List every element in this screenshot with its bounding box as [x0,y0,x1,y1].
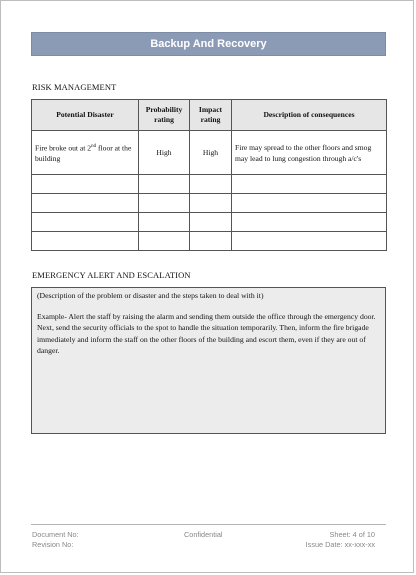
column-header-probability-rating: Probability rating [139,100,190,131]
empty-cell[interactable] [32,232,139,251]
table-row [32,213,387,232]
cell-impact-rating[interactable]: High [190,131,232,175]
empty-cell[interactable] [139,232,190,251]
footer-divider [31,524,386,525]
empty-cell[interactable] [190,194,232,213]
alert-example-text: Example- Alert the staff by raising the alarm and sending them outside the office through the emergency door. Next, send the security officials to the spot to handle the situation temporarily. Then, inform the fire brigade immediately and inform the staff on the other floors of the building and escort them, even if they are out of danger. [37,311,376,355]
footer-issue-date: Issue Date: xx-xxx-xx [305,540,375,549]
footer-sheet-number: Sheet: 4 of 10 [329,530,375,539]
risk-table [31,99,387,251]
disaster-ordinal-suffix: nd [91,143,97,149]
empty-cell[interactable] [232,175,387,194]
emergency-alert-text-box[interactable] [31,287,386,434]
column-header-potential-disaster: Potential Disaster [32,100,139,131]
disaster-text-start: Fire broke out at 2 [35,143,92,153]
cell-potential-disaster[interactable] [32,131,139,175]
empty-cell[interactable] [190,175,232,194]
empty-cell[interactable] [190,232,232,251]
column-header-impact-rating: Impact rating [190,100,232,131]
empty-cell[interactable] [139,175,190,194]
emergency-alert-heading: EMERGENCY ALERT AND ESCALATION [32,270,191,280]
table-row [32,194,387,213]
column-header-description-of-consequences: Description of consequences [232,100,387,131]
document-title: Backup And Recovery [150,38,267,50]
empty-cell[interactable] [190,213,232,232]
risk-table-header-row [32,100,387,131]
empty-cell[interactable] [32,213,139,232]
table-row [32,232,387,251]
empty-cell[interactable] [232,232,387,251]
empty-cell[interactable] [139,213,190,232]
table-row [32,175,387,194]
empty-cell[interactable] [139,194,190,213]
title-bar [31,32,386,56]
disaster-text-end: floor at the building [35,143,132,164]
footer-confidential: Confidential [184,530,223,539]
empty-cell[interactable] [32,194,139,213]
empty-cell[interactable] [32,175,139,194]
footer-revision-no: Revision No: [32,540,74,549]
table-row [32,131,387,175]
footer-document-no: Document No: [32,530,79,539]
alert-description-text: (Description of the problem or disaster and the steps taken to deal with it) [37,291,264,300]
empty-cell[interactable] [232,213,387,232]
cell-description-of-consequences[interactable]: Fire may spread to the other floors and smog may lead to lung congestion through a/c's [232,131,387,175]
risk-management-heading: RISK MANAGEMENT [32,82,117,92]
cell-probability-rating[interactable]: High [139,131,190,175]
empty-cell[interactable] [232,194,387,213]
